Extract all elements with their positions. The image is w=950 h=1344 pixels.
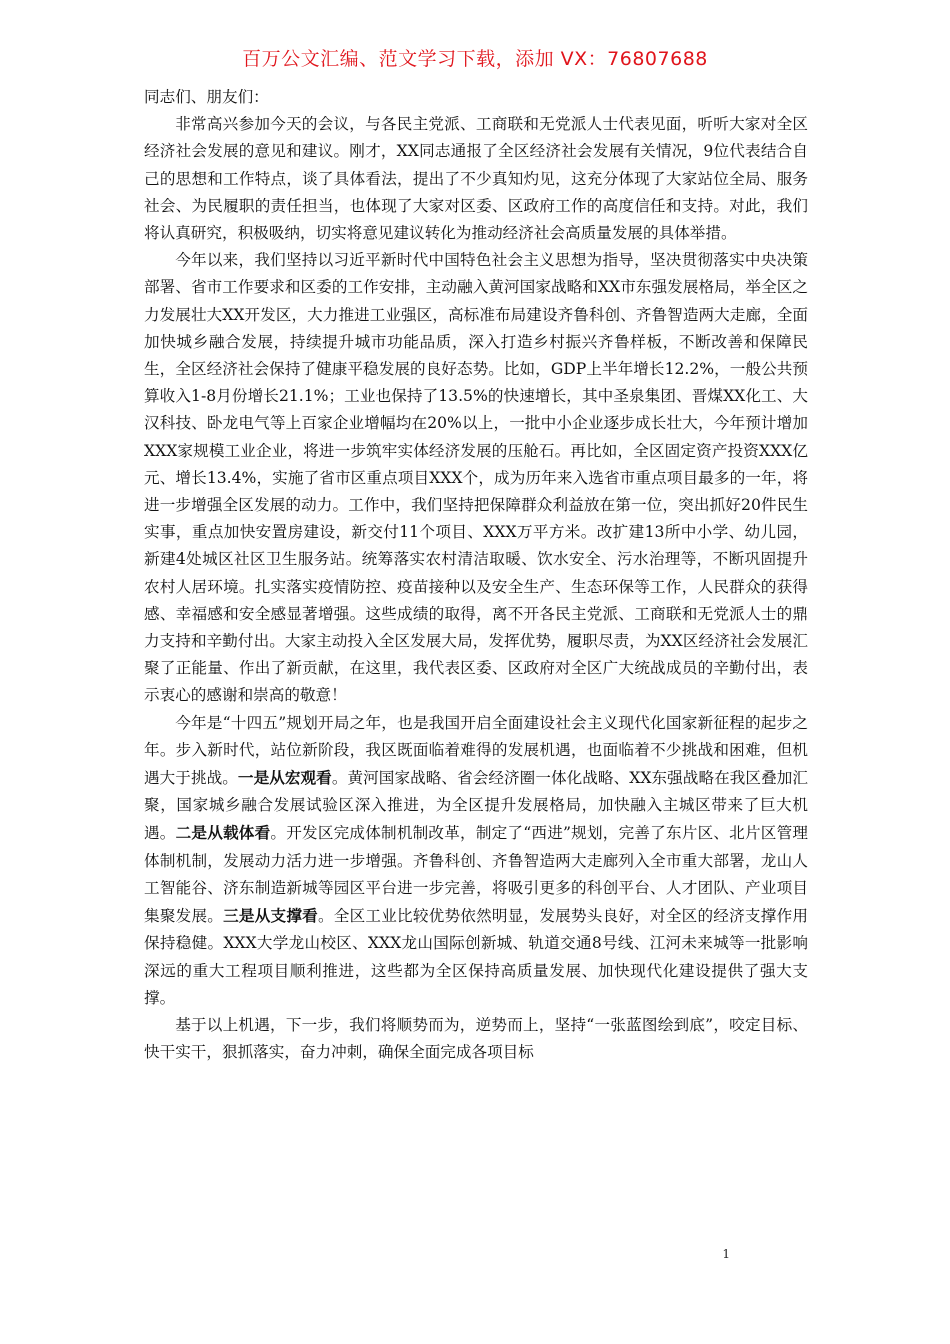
point-two-text: 。开发区完成体制机制改革，制定了“西进”规划，完善了东片区、北片区管理体制机制，发展动力活力进一步增强。齐鲁科创、齐鲁智造两大走廊列入全市重大部署，龙山人工智能谷、济东制造新城等园区平台进一步完善，将吸引更多的科创平台、人才团队、产业项目集聚发展。 <box>144 824 808 926</box>
point-one-heading: 一是从宏观看 <box>237 768 332 788</box>
paragraph-3 <box>144 710 808 1012</box>
page-number: 1 <box>722 1247 730 1261</box>
point-two-heading: 二是从载体看 <box>175 823 271 843</box>
document-body <box>144 84 808 1066</box>
paragraph-2: 今年以来，我们坚持以习近平新时代中国特色社会主义思想为指导，坚决贯彻落实中央决策部署、省市工作要求和区委的工作安排，主动融入黄河国家战略和XX市东强发展格局，举全区之力发展壮大XX开发区，大力推进工业强区，高标准布局建设齐鲁科创、齐鲁智造两大走廊，全面加快城乡融合发展，持续提升城市功能品质，深入打造乡村振兴齐鲁样板，不断改善和保障民生，全区经济社会保持了健康平稳发展的良好态势。比如，GDP上半年增长12.2%，一般公共预算收入1-8月份增长21.1%；工业也保持了13.5%的快速增长，其中圣泉集团、晋煤XX化工、大汉科技、卧龙电气等上百家企业增幅均在20%以上，一批中小企业逐步成长壮大，今年预计增加XXX家规模工业企业，将进一步筑牢实体经济发展的压舱石。再比如，全区固定资产投资XXX亿元、增长13.4%，实施了省市区重点项目XXX个，成为历年来入选省市重点项目最多的一年，将进一步增强全区发展的动力。工作中，我们坚持把保障群众利益放在第一位，突出抓好20件民生实事，重点加快安置房建设，新交付11个项目、XXX万平方米。改扩建13所中小学、幼儿园，新建4处城区社区卫生服务站。统筹落实农村清洁取暖、饮水安全、污水治理等，不断巩固提升农村人居环境。扎实落实疫情防控、疫苗接种以及安全生产、生态环保等工作，人民群众的获得感、幸福感和安全感显著增强。这些成绩的取得，离不开各民主党派、工商联和无党派人士的鼎力支持和辛勤付出。大家主动投入全区发展大局，发挥优势，履职尽责，为XX区经济社会发展汇聚了正能量、作出了新贡献，在这里，我代表区委、区政府对全区广大统战成员的辛勤付出，表示衷心的感谢和崇高的敬意！ <box>144 251 808 705</box>
greeting: 同志们、朋友们： <box>144 88 269 106</box>
paragraph-4: 基于以上机遇，下一步，我们将顺势而为，逆势而上，坚持“一张蓝图绘到底”，咬定目标、快干实干，狠抓落实，奋力冲刺，确保全面完成各项目标 <box>144 1015 808 1062</box>
point-one-text: 。黄河国家战略、省会经济圈一体化战略、XX东强战略在我区叠加汇聚，国家城乡融合发展试验区深入推进，为全区提升发展格局，加快融入主城区带来了巨大机遇。 <box>144 769 808 843</box>
point-three-text: 。全区工业比较优势依然明显，发展势头良好，对全区的经济支撑作用保持稳健。XXX大学龙山校区、XXX龙山国际创新城、轨道交通8号线、江河未来城等一批影响深远的重大工程项目顺利推进，这些都为全区保持高质量发展、加快现代化建设提供了强大支撑。 <box>144 907 808 1007</box>
point-three-heading: 三是从支撑看 <box>223 906 318 926</box>
paragraph-3-intro: 今年是“十四五”规划开局之年，也是我国开启全面建设社会主义现代化国家新征程的起步之年。步入新时代，站位新阶段，我区既面临着难得的发展机遇，也面临着不少挑战和困难，但机遇大于挑战。 <box>144 713 808 788</box>
paragraph-1: 非常高兴参加今天的会议，与各民主党派、工商联和无党派人士代表见面，听听大家对全区经济社会发展的意见和建议。刚才，XX同志通报了全区经济社会发展有关情况，9位代表结合自己的思想和工作特点，谈了具体看法，提出了不少真知灼见，这充分体现了大家站位全局、服务社会、为民履职的责任担当，也体现了大家对区委、区政府工作的高度信任和支持。对此，我们将认真研究，积极吸纳，切实将意见建议转化为推动经济社会高质量发展的具体举措。 <box>144 115 808 243</box>
header-banner: 百万公文汇编、范文学习下载，添加 VX：76807688 <box>242 48 708 70</box>
